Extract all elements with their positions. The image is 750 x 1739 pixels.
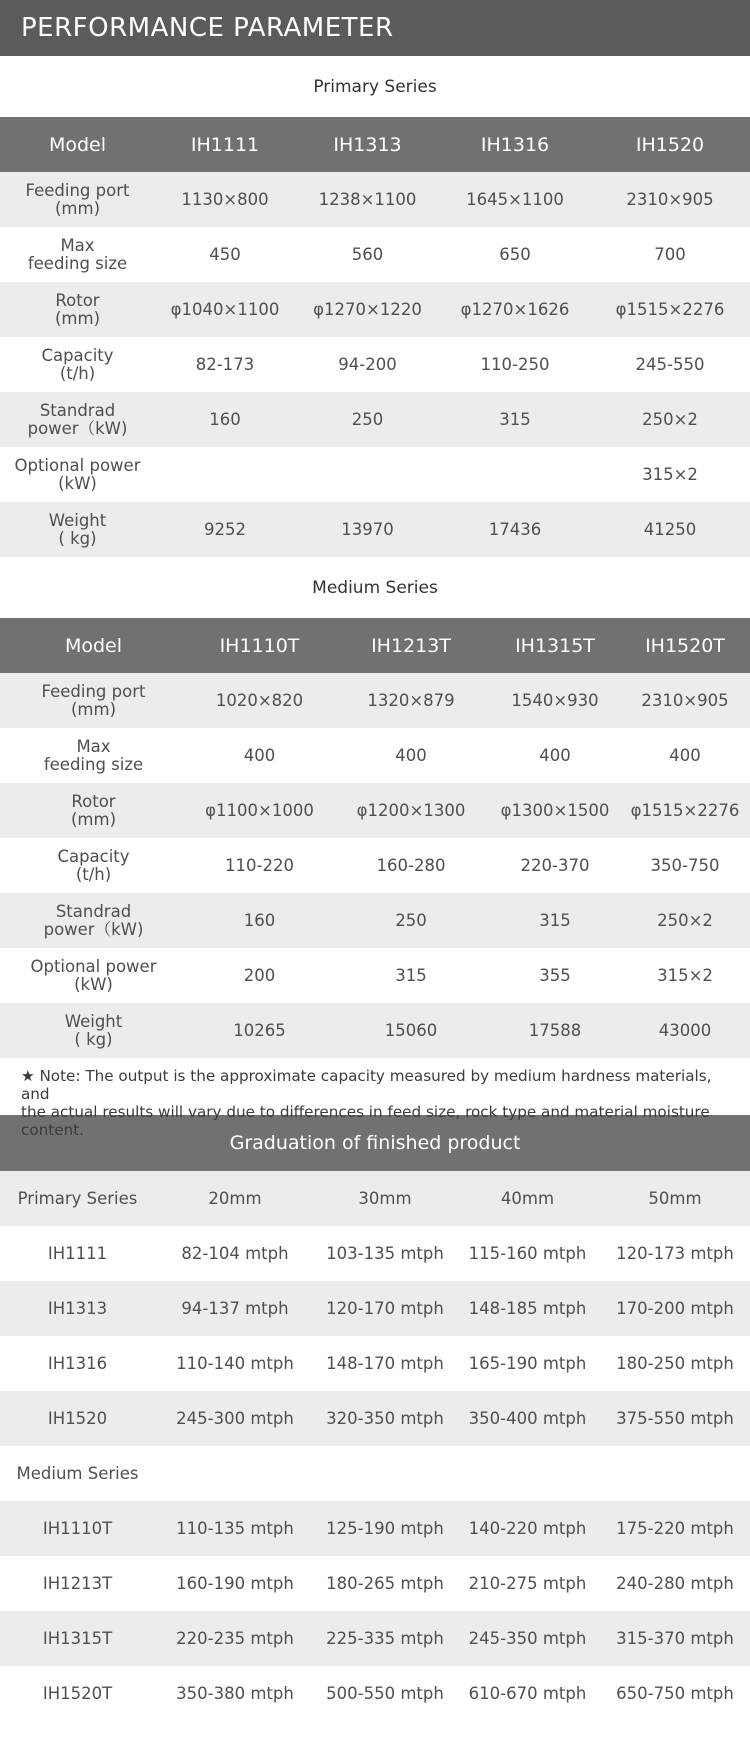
graduation-title: Graduation of finished product <box>0 1115 750 1171</box>
primary-series-table <box>0 117 750 557</box>
table-row <box>0 282 750 337</box>
table-cell: 94-137 mtph <box>155 1281 315 1336</box>
table-cell: 94-200 <box>295 337 440 392</box>
table-cell: 245-550 <box>590 337 750 392</box>
table-cell: 220-370 <box>490 838 620 893</box>
header-cell: IH1111 <box>155 117 295 172</box>
table-cell <box>155 447 295 502</box>
table-cell: 315 <box>440 392 590 447</box>
table-cell: 180-265 mtph <box>315 1556 455 1611</box>
table-cell: 170-200 mtph <box>600 1281 750 1336</box>
table-cell: φ1270×1626 <box>440 282 590 337</box>
table-cell: 13970 <box>295 502 440 557</box>
table-cell: φ1100×1000 <box>187 783 332 838</box>
table-cell: 180-250 mtph <box>600 1336 750 1391</box>
table-cell: 250 <box>295 392 440 447</box>
row-label-line: power（kW) <box>27 418 128 438</box>
row-label-line: power（kW) <box>43 919 144 939</box>
table-cell: 160-190 mtph <box>155 1556 315 1611</box>
header-cell: IH1315T <box>490 618 620 673</box>
row-label-line: ( kg) <box>58 528 97 548</box>
table-cell: 315×2 <box>620 948 750 1003</box>
table-row <box>0 948 750 1003</box>
medium-table-header <box>0 618 750 673</box>
row-label-line: (mm) <box>70 699 117 719</box>
table-cell: 355 <box>490 948 620 1003</box>
table-cell: 560 <box>295 227 440 282</box>
header-cell: IH1313 <box>295 117 440 172</box>
table-cell: 148-185 mtph <box>455 1281 600 1336</box>
row-label-line: Weight <box>64 1011 123 1031</box>
table-cell: 15060 <box>332 1003 490 1058</box>
series-label: Primary Series <box>0 1171 155 1226</box>
table-cell: 400 <box>332 728 490 783</box>
table-cell: 10265 <box>187 1003 332 1058</box>
model-cell: IH1313 <box>0 1281 155 1336</box>
table-cell: 110-135 mtph <box>155 1501 315 1556</box>
table-cell: 450 <box>155 227 295 282</box>
model-cell: IH1213T <box>0 1556 155 1611</box>
row-label-line: Rotor <box>71 791 116 811</box>
table-cell: 110-220 <box>187 838 332 893</box>
header-cell: IH1213T <box>332 618 490 673</box>
table-cell: φ1270×1220 <box>295 282 440 337</box>
row-label <box>0 337 155 392</box>
table-cell: 1020×820 <box>187 673 332 728</box>
table-row <box>0 392 750 447</box>
medium-series-title: Medium Series <box>0 557 750 618</box>
table-row <box>0 227 750 282</box>
header-cell: IH1520 <box>590 117 750 172</box>
row-label-line: Weight <box>48 510 107 530</box>
table-cell: 200 <box>187 948 332 1003</box>
table-cell: 650 <box>440 227 590 282</box>
table-cell: 120-170 mtph <box>315 1281 455 1336</box>
table-cell: 1645×1100 <box>440 172 590 227</box>
model-cell: IH1316 <box>0 1336 155 1391</box>
table-cell: 220-235 mtph <box>155 1611 315 1666</box>
table-cell: φ1515×2276 <box>620 783 750 838</box>
row-label-line: Feeding port <box>25 180 130 200</box>
table-cell: 225-335 mtph <box>315 1611 455 1666</box>
table-cell: 9252 <box>155 502 295 557</box>
model-cell: IH1520 <box>0 1391 155 1446</box>
table-cell: 610-670 mtph <box>455 1666 600 1721</box>
table-cell: 1130×800 <box>155 172 295 227</box>
table-row <box>0 447 750 502</box>
table-cell: 400 <box>620 728 750 783</box>
empty-cell <box>455 1446 600 1501</box>
table-cell: φ1200×1300 <box>332 783 490 838</box>
row-label-line: Rotor <box>55 290 100 310</box>
header-cell: Model <box>0 117 155 172</box>
table-cell: 315-370 mtph <box>600 1611 750 1666</box>
size-header: 50mm <box>600 1171 750 1226</box>
row-label <box>0 392 155 447</box>
table-row <box>0 838 750 893</box>
row-label-line: feeding size <box>43 754 144 774</box>
row-label <box>0 502 155 557</box>
table-row <box>0 502 750 557</box>
row-label-line: (mm) <box>70 809 117 829</box>
table-cell: 1238×1100 <box>295 172 440 227</box>
table-cell: 175-220 mtph <box>600 1501 750 1556</box>
model-cell: IH1111 <box>0 1226 155 1281</box>
row-label <box>0 1003 187 1058</box>
table-row <box>0 1666 750 1721</box>
row-label <box>0 172 155 227</box>
row-label <box>0 282 155 337</box>
table-cell <box>440 447 590 502</box>
table-cell: 115-160 mtph <box>455 1226 600 1281</box>
table-row <box>0 783 750 838</box>
table-row <box>0 1226 750 1281</box>
row-label-line: Max <box>76 736 111 756</box>
header-cell: IH1316 <box>440 117 590 172</box>
row-label <box>0 728 187 783</box>
row-label <box>0 673 187 728</box>
table-cell: 17436 <box>440 502 590 557</box>
row-label-line: (t/h) <box>59 363 96 383</box>
table-row <box>0 728 750 783</box>
table-cell: 250×2 <box>590 392 750 447</box>
model-cell: IH1315T <box>0 1611 155 1666</box>
table-row <box>0 1281 750 1336</box>
size-header: 40mm <box>455 1171 600 1226</box>
table-cell: 650-750 mtph <box>600 1666 750 1721</box>
table-cell: 160-280 <box>332 838 490 893</box>
graduation-medium-label-row <box>0 1446 750 1501</box>
table-cell: 110-140 mtph <box>155 1336 315 1391</box>
table-cell: 245-300 mtph <box>155 1391 315 1446</box>
note-line: the actual results will vary due to differences in feed size, rock type and material moisture content. <box>21 1103 710 1139</box>
table-cell: 350-400 mtph <box>455 1391 600 1446</box>
page-header <box>0 0 750 56</box>
table-cell: 1540×930 <box>490 673 620 728</box>
table-cell: 82-173 <box>155 337 295 392</box>
table-cell: 1320×879 <box>332 673 490 728</box>
table-cell <box>295 447 440 502</box>
table-cell: 315×2 <box>590 447 750 502</box>
size-header: 30mm <box>315 1171 455 1226</box>
table-cell: 103-135 mtph <box>315 1226 455 1281</box>
row-label-line: (kW) <box>74 974 113 994</box>
table-cell: 43000 <box>620 1003 750 1058</box>
page-title: PERFORMANCE PARAMETER <box>21 13 394 43</box>
row-label-line: ( kg) <box>74 1029 113 1049</box>
table-cell: 110-250 <box>440 337 590 392</box>
primary-table-header <box>0 117 750 172</box>
row-label-line: Optional power <box>30 956 157 976</box>
table-cell: 350-750 <box>620 838 750 893</box>
table-cell: φ1515×2276 <box>590 282 750 337</box>
row-label-line: Capacity <box>41 345 114 365</box>
row-label <box>0 893 187 948</box>
row-label-line: (mm) <box>54 308 101 328</box>
row-label-line: Capacity <box>57 846 130 866</box>
row-label-line: Optional power <box>14 455 141 475</box>
table-row <box>0 1391 750 1446</box>
table-cell: φ1300×1500 <box>490 783 620 838</box>
table-cell: 320-350 mtph <box>315 1391 455 1446</box>
table-cell: 375-550 mtph <box>600 1391 750 1446</box>
row-label <box>0 227 155 282</box>
row-label-line: Feeding port <box>41 681 146 701</box>
table-row <box>0 673 750 728</box>
header-cell: IH1520T <box>620 618 750 673</box>
table-cell: 250×2 <box>620 893 750 948</box>
table-row <box>0 1611 750 1666</box>
row-label <box>0 447 155 502</box>
table-cell: 160 <box>187 893 332 948</box>
table-cell: 140-220 mtph <box>455 1501 600 1556</box>
table-cell: 148-170 mtph <box>315 1336 455 1391</box>
table-cell: 350-380 mtph <box>155 1666 315 1721</box>
empty-cell <box>600 1446 750 1501</box>
row-label <box>0 783 187 838</box>
table-cell: 315 <box>332 948 490 1003</box>
model-cell: IH1110T <box>0 1501 155 1556</box>
table-row <box>0 1336 750 1391</box>
table-cell: 700 <box>590 227 750 282</box>
empty-cell <box>315 1446 455 1501</box>
table-cell: 250 <box>332 893 490 948</box>
size-header: 20mm <box>155 1171 315 1226</box>
primary-series-title: Primary Series <box>0 56 750 117</box>
table-cell: 165-190 mtph <box>455 1336 600 1391</box>
table-row <box>0 1501 750 1556</box>
table-cell: 240-280 mtph <box>600 1556 750 1611</box>
graduation-table <box>0 1171 750 1721</box>
table-row <box>0 172 750 227</box>
table-cell: 125-190 mtph <box>315 1501 455 1556</box>
table-cell: 2310×905 <box>590 172 750 227</box>
medium-series-table <box>0 618 750 1058</box>
row-label-line: Max <box>60 235 95 255</box>
graduation-size-header <box>0 1171 750 1226</box>
table-row <box>0 1003 750 1058</box>
row-label <box>0 838 187 893</box>
note-line: ★ Note: The output is the approximate capacity measured by medium hardness materials, and <box>21 1067 712 1103</box>
table-cell: 500-550 mtph <box>315 1666 455 1721</box>
header-cell: Model <box>0 618 187 673</box>
row-label-line: Standrad <box>39 400 116 420</box>
table-row <box>0 893 750 948</box>
row-label-line: Standrad <box>55 901 132 921</box>
table-cell: 210-275 mtph <box>455 1556 600 1611</box>
capacity-note <box>0 1058 750 1139</box>
row-label-line: feeding size <box>27 253 128 273</box>
table-row <box>0 337 750 392</box>
series-label: Medium Series <box>0 1446 155 1501</box>
table-cell: 2310×905 <box>620 673 750 728</box>
model-cell: IH1520T <box>0 1666 155 1721</box>
table-cell: 245-350 mtph <box>455 1611 600 1666</box>
row-label-line: (kW) <box>58 473 97 493</box>
table-cell: 160 <box>155 392 295 447</box>
row-label-line: (t/h) <box>75 864 112 884</box>
table-cell: 400 <box>187 728 332 783</box>
table-cell: 315 <box>490 893 620 948</box>
row-label <box>0 948 187 1003</box>
table-cell: 41250 <box>590 502 750 557</box>
table-cell: 120-173 mtph <box>600 1226 750 1281</box>
table-cell: 400 <box>490 728 620 783</box>
header-cell: IH1110T <box>187 618 332 673</box>
table-cell: 17588 <box>490 1003 620 1058</box>
row-label-line: (mm) <box>54 198 101 218</box>
table-cell: 82-104 mtph <box>155 1226 315 1281</box>
empty-cell <box>155 1446 315 1501</box>
table-cell: φ1040×1100 <box>155 282 295 337</box>
table-row <box>0 1556 750 1611</box>
